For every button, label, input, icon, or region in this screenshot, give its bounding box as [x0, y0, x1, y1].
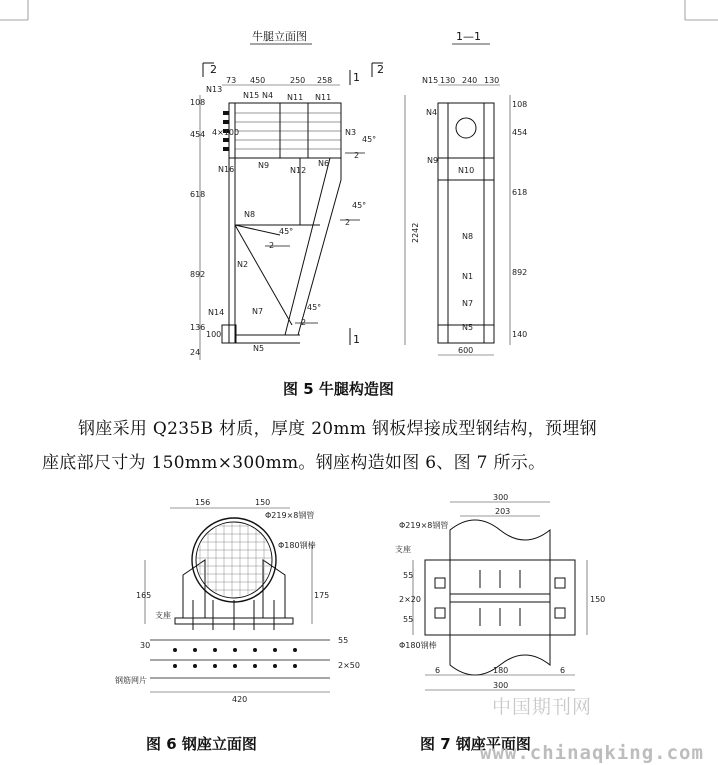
svg-text:73: 73: [226, 76, 237, 85]
svg-text:300: 300: [493, 681, 509, 690]
section-mark-2-left: 2: [210, 63, 217, 76]
section-mark-1-top: 1: [353, 71, 360, 84]
svg-text:150: 150: [590, 595, 606, 604]
svg-text:N7: N7: [252, 307, 264, 316]
svg-text:N11: N11: [315, 93, 332, 102]
svg-text:N7: N7: [462, 299, 474, 308]
svg-text:30: 30: [140, 641, 151, 650]
svg-text:45°: 45°: [279, 227, 294, 236]
svg-text:130: 130: [440, 76, 456, 85]
svg-text:24: 24: [190, 348, 201, 357]
svg-text:N4: N4: [426, 108, 438, 117]
svg-text:N12: N12: [290, 166, 307, 175]
svg-text:130: 130: [484, 76, 500, 85]
svg-text:240: 240: [462, 76, 478, 85]
svg-text:N1: N1: [462, 272, 474, 281]
svg-text:N15: N15: [422, 76, 439, 85]
paragraph-line-2: 座底部尺寸为 150mm×300mm。钢座构造如图 6、图 7 所示。: [42, 453, 546, 473]
figure-5-drawing: [0, 25, 718, 370]
svg-text:165: 165: [136, 591, 152, 600]
paragraph-line-1: 钢座采用 Q235B 材质，厚度 20mm 钢板焊接成型钢结构，预埋钢: [78, 419, 597, 439]
svg-text:2: 2: [269, 241, 275, 250]
svg-text:450: 450: [250, 76, 266, 85]
svg-text:N8: N8: [462, 232, 474, 241]
figure-5-caption: 图 5 牛腿构造图: [283, 380, 394, 398]
svg-text:2×20: 2×20: [399, 595, 421, 604]
svg-text:N4: N4: [262, 91, 274, 100]
svg-text:454: 454: [512, 128, 528, 137]
svg-text:300: 300: [493, 493, 509, 502]
figure-7-caption: 图 7 钢座平面图: [420, 735, 531, 753]
svg-text:N9: N9: [427, 156, 439, 165]
svg-text:45°: 45°: [307, 303, 322, 312]
svg-text:Φ180钢棒: Φ180钢棒: [399, 641, 437, 650]
svg-text:N8: N8: [244, 210, 256, 219]
svg-text:203: 203: [495, 507, 511, 516]
svg-text:Φ219×8钢管: Φ219×8钢管: [265, 511, 315, 520]
svg-text:N15: N15: [243, 91, 260, 100]
svg-text:N6: N6: [318, 159, 330, 168]
elevation-title: 牛腿立面图: [252, 30, 307, 43]
svg-text:140: 140: [512, 330, 528, 339]
svg-text:6: 6: [435, 666, 441, 675]
svg-text:45°: 45°: [362, 135, 377, 144]
section-mark-2-right: 2: [377, 63, 384, 76]
svg-text:Φ180钢棒: Φ180钢棒: [278, 541, 316, 550]
svg-text:45°: 45°: [352, 201, 367, 210]
svg-text:2: 2: [354, 151, 360, 160]
svg-text:150: 150: [255, 498, 271, 507]
svg-text:175: 175: [314, 591, 330, 600]
svg-text:258: 258: [317, 76, 333, 85]
svg-text:支座: 支座: [395, 545, 411, 554]
svg-text:454: 454: [190, 130, 206, 139]
watermark-url: www.chinaqking.com: [480, 742, 704, 764]
svg-text:618: 618: [190, 190, 206, 199]
svg-text:55: 55: [403, 615, 414, 624]
svg-text:892: 892: [512, 268, 528, 277]
svg-text:2×50: 2×50: [338, 661, 360, 670]
figure-7-plan: [385, 490, 685, 720]
svg-text:N10: N10: [458, 166, 475, 175]
svg-text:55: 55: [338, 636, 349, 645]
section-mark-1-bottom: 1: [353, 333, 360, 346]
svg-text:4×100: 4×100: [212, 128, 240, 137]
svg-text:N5: N5: [462, 323, 474, 332]
svg-text:180: 180: [493, 666, 509, 675]
svg-text:250: 250: [290, 76, 306, 85]
figure-6-caption: 图 6 钢座立面图: [146, 735, 257, 753]
svg-text:100: 100: [206, 330, 222, 339]
svg-text:6: 6: [560, 666, 566, 675]
svg-text:N14: N14: [208, 308, 225, 317]
svg-text:136: 136: [190, 323, 206, 332]
svg-text:420: 420: [232, 695, 248, 704]
watermark-cn: 中国期刊网: [492, 696, 593, 718]
svg-text:600: 600: [458, 346, 474, 355]
svg-text:108: 108: [190, 98, 206, 107]
svg-text:Φ219×8钢管: Φ219×8钢管: [399, 521, 449, 530]
svg-text:N13: N13: [206, 85, 223, 94]
figure-6-drawing: [0, 490, 380, 720]
svg-text:2242: 2242: [411, 222, 420, 243]
svg-text:N16: N16: [218, 165, 235, 174]
svg-text:N5: N5: [253, 344, 265, 353]
svg-text:108: 108: [512, 100, 528, 109]
svg-text:618: 618: [512, 188, 528, 197]
svg-text:2: 2: [301, 318, 307, 327]
svg-text:N3: N3: [345, 128, 357, 137]
svg-text:156: 156: [195, 498, 211, 507]
svg-text:892: 892: [190, 270, 206, 279]
svg-text:N2: N2: [237, 260, 249, 269]
svg-text:55: 55: [403, 571, 414, 580]
svg-text:N9: N9: [258, 161, 270, 170]
svg-text:N11: N11: [287, 93, 304, 102]
svg-text:2: 2: [345, 218, 351, 227]
svg-text:支座: 支座: [155, 611, 171, 620]
svg-text:钢筋网片: 钢筋网片: [115, 676, 147, 685]
section-title: 1—1: [456, 30, 481, 43]
